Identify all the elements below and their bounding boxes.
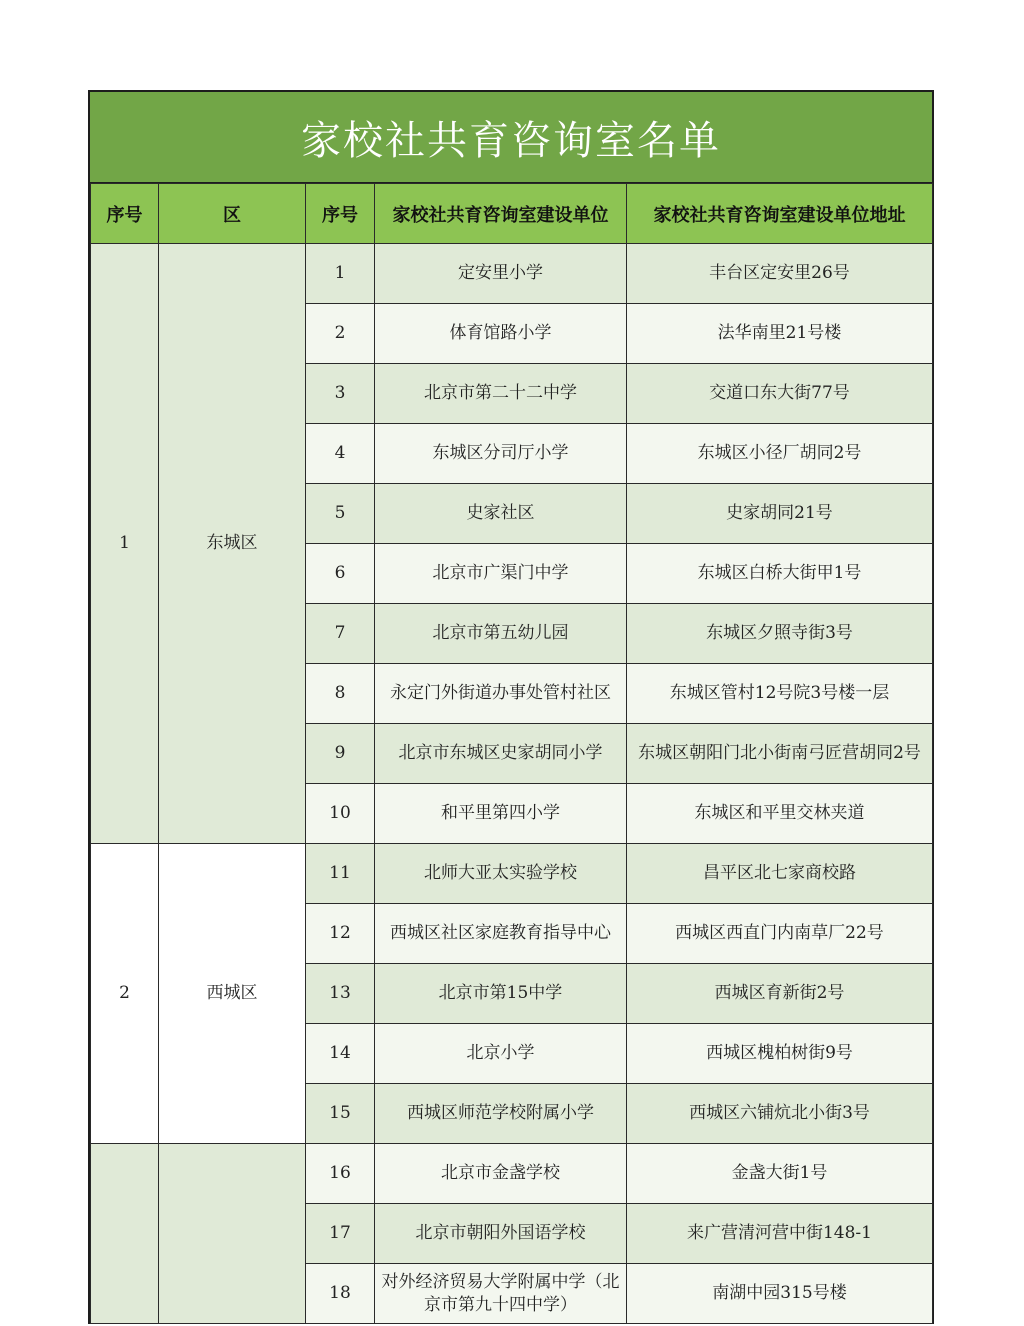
- unit-address: 东城区小径厂胡同2号: [627, 424, 933, 484]
- row-number: 8: [306, 664, 375, 724]
- unit-name: 定安里小学: [375, 244, 627, 304]
- row-number: 4: [306, 424, 375, 484]
- page-title: 家校社共育咨询室名单: [90, 92, 932, 183]
- row-number: 15: [306, 1084, 375, 1144]
- unit-address: 丰台区定安里26号: [627, 244, 933, 304]
- unit-name: 东城区分司厅小学: [375, 424, 627, 484]
- group-number: [91, 1144, 159, 1324]
- unit-address: 西城区六铺炕北小街3号: [627, 1084, 933, 1144]
- unit-address: 交道口东大街77号: [627, 364, 933, 424]
- district-name: [159, 1144, 306, 1324]
- row-number: 5: [306, 484, 375, 544]
- row-number: 2: [306, 304, 375, 364]
- group-number: 1: [91, 244, 159, 844]
- unit-name: 西城区社区家庭教育指导中心: [375, 904, 627, 964]
- header-row-no: 序号: [306, 184, 375, 244]
- row-number: 16: [306, 1144, 375, 1204]
- header-group-no: 序号: [91, 184, 159, 244]
- table-row: [91, 1144, 933, 1204]
- row-number: 11: [306, 844, 375, 904]
- unit-address: 法华南里21号楼: [627, 304, 933, 364]
- unit-name: 北京市朝阳外国语学校: [375, 1204, 627, 1264]
- unit-address: 西城区槐柏树街9号: [627, 1024, 933, 1084]
- unit-name: 对外经济贸易大学附属中学（北京市第九十四中学）: [375, 1264, 627, 1324]
- roster-sheet: [88, 90, 934, 1324]
- unit-name: 北师大亚太实验学校: [375, 844, 627, 904]
- unit-name: 体育馆路小学: [375, 304, 627, 364]
- unit-address: 东城区和平里交林夹道: [627, 784, 933, 844]
- unit-address: 金盏大街1号: [627, 1144, 933, 1204]
- row-number: 14: [306, 1024, 375, 1084]
- unit-address: 来广营清河营中街148-1: [627, 1204, 933, 1264]
- unit-address: 西城区育新街2号: [627, 964, 933, 1024]
- row-number: 3: [306, 364, 375, 424]
- header-unit: 家校社共育咨询室建设单位: [375, 184, 627, 244]
- unit-name: 北京市广渠门中学: [375, 544, 627, 604]
- row-number: 9: [306, 724, 375, 784]
- unit-name: 北京市第五幼儿园: [375, 604, 627, 664]
- district-name: 东城区: [159, 244, 306, 844]
- row-number: 10: [306, 784, 375, 844]
- row-number: 6: [306, 544, 375, 604]
- row-number: 1: [306, 244, 375, 304]
- table-header-row: [91, 184, 933, 244]
- table-row: [91, 844, 933, 904]
- group-number: 2: [91, 844, 159, 1144]
- row-number: 12: [306, 904, 375, 964]
- unit-name: 北京市金盏学校: [375, 1144, 627, 1204]
- unit-name: 北京小学: [375, 1024, 627, 1084]
- row-number: 17: [306, 1204, 375, 1264]
- unit-address: 东城区白桥大街甲1号: [627, 544, 933, 604]
- unit-name: 北京市东城区史家胡同小学: [375, 724, 627, 784]
- unit-address: 东城区管村12号院3号楼一层: [627, 664, 933, 724]
- header-district: 区: [159, 184, 306, 244]
- unit-name: 史家社区: [375, 484, 627, 544]
- unit-address: 西城区西直门内南草厂22号: [627, 904, 933, 964]
- unit-name: 北京市第15中学: [375, 964, 627, 1024]
- unit-name: 西城区师范学校附属小学: [375, 1084, 627, 1144]
- roster-table: [90, 183, 933, 1324]
- row-number: 18: [306, 1264, 375, 1324]
- unit-name: 北京市第二十二中学: [375, 364, 627, 424]
- row-number: 7: [306, 604, 375, 664]
- unit-address: 史家胡同21号: [627, 484, 933, 544]
- unit-address: 南湖中园315号楼: [627, 1264, 933, 1324]
- unit-address: 昌平区北七家商校路: [627, 844, 933, 904]
- unit-name: 永定门外街道办事处管村社区: [375, 664, 627, 724]
- table-row: [91, 244, 933, 304]
- unit-address: 东城区夕照寺街3号: [627, 604, 933, 664]
- unit-name: 和平里第四小学: [375, 784, 627, 844]
- district-name: 西城区: [159, 844, 306, 1144]
- unit-address: 东城区朝阳门北小街南弓匠营胡同2号: [627, 724, 933, 784]
- row-number: 13: [306, 964, 375, 1024]
- header-address: 家校社共育咨询室建设单位地址: [627, 184, 933, 244]
